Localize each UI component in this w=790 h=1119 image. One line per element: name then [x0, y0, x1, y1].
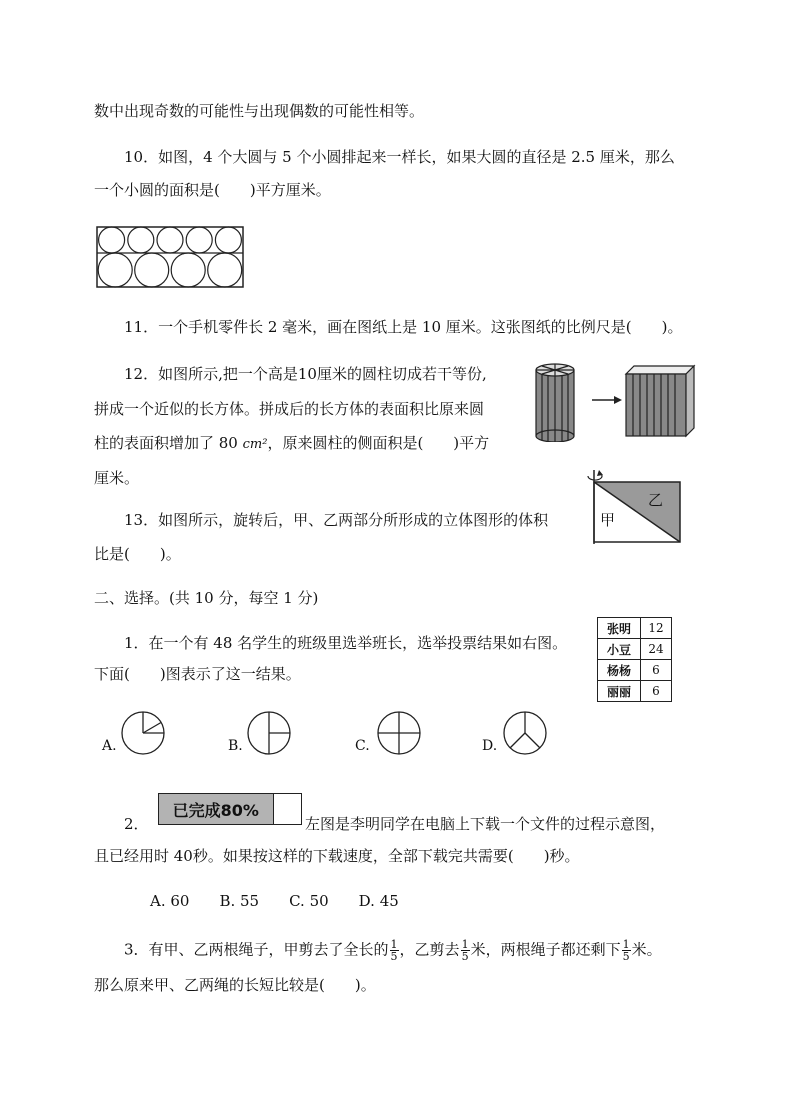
c1-line2: 下面( )图表示了这一结果。 [94, 665, 301, 683]
pie-option-c[interactable] [376, 710, 422, 756]
c2-line1: 左图是李明同学在电脑上下载一个文件的过程示意图， [305, 815, 666, 833]
table-row: 小豆 24 [598, 639, 672, 660]
c2-number: 2． [124, 815, 149, 833]
q11-text: 11．一个手机零件长 2 毫米，画在图纸上是 10 厘米。这张图纸的比例尺是( )。 [124, 318, 683, 336]
pie-option-b[interactable] [246, 710, 292, 756]
q10-line2: 一个小圆的面积是( )平方厘米。 [94, 181, 331, 199]
pie-option-a[interactable] [120, 710, 166, 756]
fraction-one-fifth: $\frac{1}{5}$ [390, 938, 398, 963]
c3-line1: 3．有甲、乙两根绳子，甲剪去了全长的 $\frac{1}{5}$ ，乙剪去 $\frac{1}{5}$ 米，两根绳子都还剩下 $\frac{1}{5}$ 米。 [124, 938, 662, 963]
pie-option-d[interactable] [502, 710, 548, 756]
fraction-one-fifth: $\frac{1}{5}$ [461, 938, 469, 963]
q10-line1: 10．如图，4 个大圆与 5 个小圆排起来一样长，如果大圆的直径是 2.5 厘米，那么 [124, 148, 675, 166]
q13-line1: 13．如图所示，旋转后，甲、乙两部分所形成的立体图形的体积 [124, 511, 549, 529]
q12-line2: 拼成一个近似的长方体。拼成后的长方体的表面积比原来圆 [94, 400, 485, 418]
table-row: 丽丽 6 [598, 681, 672, 702]
download-progress-bar [158, 793, 302, 825]
progress-fill: 已完成80% [159, 794, 274, 824]
intro-tail-text: 数中出现奇数的可能性与出现偶数的可能性相等。 [94, 102, 425, 120]
option-a-label: A. [102, 738, 117, 754]
label-jia: 甲 [600, 511, 616, 529]
option-c-label: C. [355, 738, 370, 754]
c2-choices: A. 60 B. 55 C. 50 D. 45 [150, 892, 399, 910]
circles-figure [96, 226, 246, 290]
fraction-one-fifth: $\frac{1}{5}$ [622, 938, 630, 963]
q12-line3: 柱的表面积增加了 80 cm²，原来圆柱的侧面积是( )平方 [94, 434, 490, 452]
c2-line2: 且已经用时 40秒。如果按这样的下载速度，全部下载完共需要( )秒。 [94, 847, 580, 865]
label-yi: 乙 [648, 491, 664, 509]
vote-table [597, 617, 672, 702]
cylinder-to-cuboid-figure [530, 360, 700, 442]
c3-line2: 那么原来甲、乙两绳的长短比较是( )。 [94, 976, 376, 994]
q12-line4: 厘米。 [94, 469, 140, 487]
option-b-label: B. [228, 738, 243, 754]
option-d-label: D. [482, 738, 498, 754]
c1-line1: 1．在一个有 48 名学生的班级里选举班长，选举投票结果如右图。 [124, 634, 568, 652]
section2-heading: 二、选择。(共 10 分，每空 1 分) [94, 589, 319, 607]
q13-line2: 比是( )。 [94, 545, 181, 563]
table-row: 杨杨 6 [598, 660, 672, 681]
q12-line1: 12．如图所示,把一个高是10厘米的圆柱切成若干等份, [124, 365, 487, 383]
rotation-figure [584, 468, 684, 544]
table-row: 张明 12 [598, 618, 672, 639]
